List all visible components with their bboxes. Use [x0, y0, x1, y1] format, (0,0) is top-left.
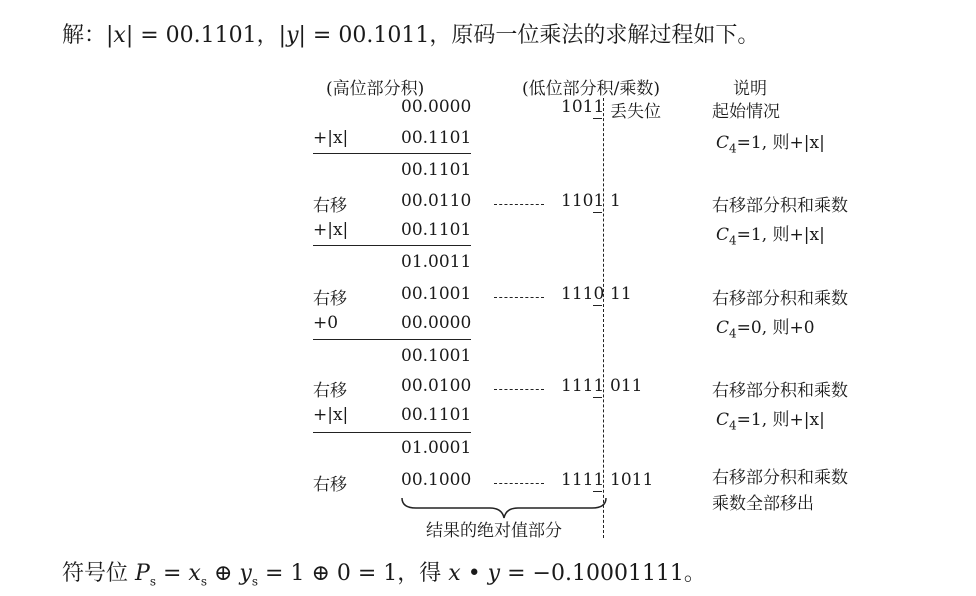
row0-low: 1011	[561, 97, 605, 117]
row1-op: +|x|	[313, 128, 349, 148]
header-low: (低位部分积/乘数)	[522, 79, 660, 99]
header-desc: 说明	[733, 79, 767, 99]
lsb-mark-3	[593, 305, 602, 306]
row11-high: 01.0001	[401, 438, 472, 458]
row5-high: 01.0011	[401, 252, 472, 272]
abs-y: |y|	[278, 23, 306, 48]
row9-dash	[494, 389, 544, 390]
row3-high: 00.0110	[401, 191, 472, 211]
sum-rule-3	[313, 339, 471, 340]
row12-op: 右移	[313, 475, 347, 495]
intro-eq1: = 00.1101，	[133, 23, 279, 48]
row4-desc: $C_4=1$, 则+|x|	[716, 225, 825, 248]
separator-dashed-line	[603, 98, 604, 538]
row0-high: 00.0000	[401, 97, 472, 117]
row10-op: +|x|	[313, 405, 349, 425]
lsb-mark-2	[593, 212, 602, 213]
row6-op: 右移	[313, 289, 347, 309]
intro-eq2: = 00.1011，原码一位乘法的求解过程如下。	[305, 23, 760, 48]
row10-desc: $C_4=1$, 则+|x|	[716, 410, 825, 433]
row6-extra: 11	[610, 284, 632, 304]
row3-desc: 右移部分积和乘数	[712, 196, 848, 216]
row12-low: 1111	[561, 470, 605, 490]
row4-op: +|x|	[313, 220, 349, 240]
intro-line	[62, 18, 759, 49]
row9-desc: 右移部分积和乘数	[712, 381, 848, 401]
row12-desc: 右移部分积和乘数	[712, 468, 848, 488]
row4-high: 00.1101	[401, 220, 472, 240]
row6-desc: 右移部分积和乘数	[712, 289, 848, 309]
abs-x: |x|	[106, 23, 134, 48]
row6-low: 1110	[561, 284, 605, 304]
row9-op: 右移	[313, 381, 347, 401]
row9-low: 1111	[561, 376, 605, 396]
row1-desc: $C_4=1$, 则+|x|	[716, 133, 825, 156]
row12-dash	[494, 483, 544, 484]
row3-extra: 1	[610, 191, 621, 211]
row1-high: 00.1101	[401, 128, 472, 148]
header-high: (高位部分积)	[326, 79, 425, 99]
brace-label: 结果的绝对值部分	[426, 521, 562, 541]
lsb-mark-1	[593, 118, 602, 119]
row3-op: 右移	[313, 196, 347, 216]
sum-rule-4	[313, 432, 471, 433]
row9-high: 00.0100	[401, 376, 472, 396]
row2-high: 00.1101	[401, 160, 472, 180]
footer-line: 符号位 $P_s = x_s$ ⊕ $y_s = 1$ ⊕ 0 = 1，得 x • y = −0.10001111。	[62, 561, 706, 589]
row3-low: 1101	[561, 191, 605, 211]
lsb-mark-4	[593, 397, 602, 398]
row6-high: 00.1001	[401, 284, 472, 304]
row0-desc: 起始情况	[712, 102, 780, 122]
row13-desc: 乘数全部移出	[712, 494, 814, 514]
intro-prefix: 解：	[62, 23, 107, 48]
row3-dash	[494, 204, 544, 205]
row6-dash	[494, 297, 544, 298]
row7-op: +0	[313, 313, 339, 333]
row0-extra: 丢失位	[610, 102, 661, 122]
row9-extra: 011	[610, 376, 643, 396]
row12-high: 00.1000	[401, 470, 472, 490]
row7-desc: $C_4=0$, 则+0	[716, 318, 815, 341]
sum-rule-2	[313, 245, 471, 246]
row8-high: 00.1001	[401, 346, 472, 366]
row7-high: 00.0000	[401, 313, 472, 333]
row10-high: 00.1101	[401, 405, 472, 425]
sum-rule-1	[313, 153, 471, 154]
row12-extra: 1011	[610, 470, 654, 490]
lsb-mark-5	[593, 491, 602, 492]
